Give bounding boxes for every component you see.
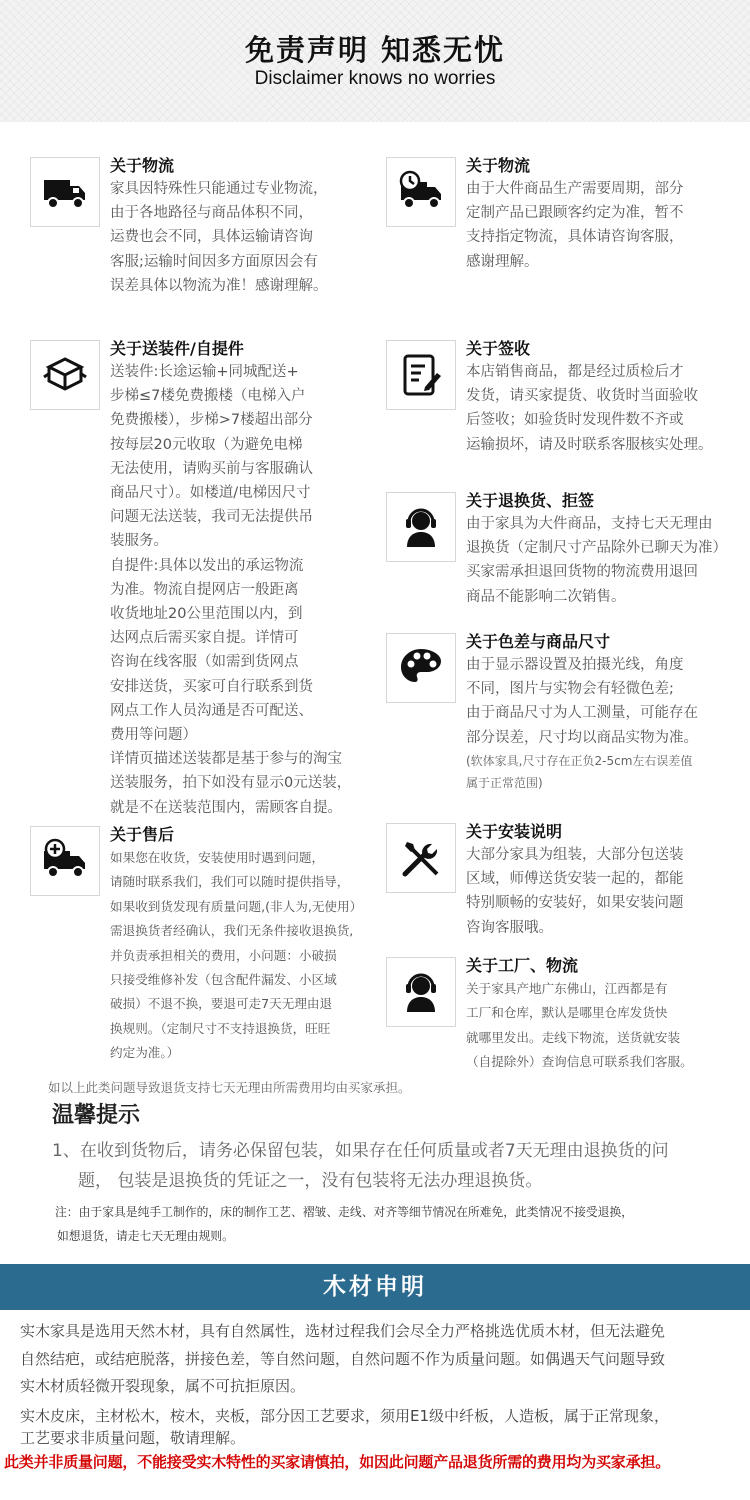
- section-title: 关于色差与商品尺寸: [466, 632, 611, 651]
- clipboard-sign-icon: [386, 340, 456, 410]
- palette-icon: [386, 633, 456, 703]
- headset-agent-icon: [386, 492, 456, 562]
- section-text: 关于家具产地广东佛山，江西都是有 工厂和仓库，默认是哪里仓库发货快 就哪里发出。走线下物流，送货就安装 （自提除外）查询信息可联系我们客服。: [466, 981, 693, 1070]
- section-title: 关于退换货、拒签: [466, 491, 595, 510]
- page-title: 免责声明 知悉无忧: [244, 33, 506, 67]
- box-delivery-icon: [30, 340, 100, 410]
- section-text: 如果您在收货，安装使用时遇到问题， 请随时联系我们，我们可以随时提供指导， 如果收到货发现有质量问题,(非人为,无使用） 需退换货者经确认，我们无条件接收退换货, 并负责承担相关的费用，小问题：小破损 只接受维修补发（包含配件漏发、小区域 破损）不退不换，要退可走7天无理由退 换规则。（定制尺寸不支持退换货，旺旺 约定为准。）: [110, 850, 363, 1061]
- section-text: 由于大件商品生产需要周期，部分 定制产品已跟顾客约定为准，暂不 支持指定物流，具体请咨询客服， 感谢理解。: [466, 181, 684, 270]
- section-title: 关于签收: [466, 339, 531, 358]
- header-banner: [0, 0, 750, 122]
- truck-clock-icon: [386, 157, 456, 227]
- section-title: 关于安装说明: [466, 822, 563, 841]
- section-text: 家具因特殊性只能通过专业物流， 由于各地路径与商品体积不同， 运费也会不同，具体运输请咨询 客服;运输时间因多方面原因会有 误差具体以物流为准！感谢理解。: [110, 181, 328, 294]
- wood-statement-banner: 木材申明: [0, 1264, 750, 1310]
- tips-text: 1、在收到货物后，请务必保留包装，如果存在任何质量或者7天无理由退换货的问 题， 包装是退换货的凭证之一，没有包装将无法办理退换货。: [52, 1141, 669, 1191]
- headset-agent-icon: [386, 957, 456, 1027]
- section-title: 关于物流: [110, 156, 175, 175]
- section-text: 大部分家具为组装，大部分包送装 区域，师傅送货安装一起的，都能 特别顺畅的安装好，如果安装问题 咨询客服哦。: [466, 847, 684, 936]
- wood-statement-text: 实木家具是选用天然木材，具有自然属性，选材过程我们会尽全力严格挑选优质木材，但无法避免 自然结疤，或结疤脱落，拼接色差，等自然问题，自然问题不作为质量问题。如偶遇天气问题导致 实木材质轻微开裂现象，属不可抗拒原因。 实木皮床，主材松木，桉木，夹板，部分因工艺要求，须用E1级中纤板，人造板，属于正常现象， 工艺要求非质量问题，敬请理解。: [20, 1322, 670, 1447]
- section-text: 本店销售商品，都是经过质检后才 发货，请买家提货、收货时当面验收 后签收；如验货时发现件数不齐或 运输损坏，请及时联系客服核实处理。: [466, 364, 713, 453]
- truck-plus-icon: [30, 826, 100, 896]
- truck-icon: [30, 157, 100, 227]
- tips-note: 注：由于家具是纯手工制作的，床的制作工艺、褶皱、走线、对齐等细节情况在所难免，此类情况不接受退换， 如想退货，请走七天无理由规则。: [55, 1205, 634, 1243]
- section-title: 关于送装件/自提件: [110, 339, 244, 358]
- section-title: 关于工厂、物流: [466, 956, 579, 975]
- tips-title: 温馨提示: [52, 1103, 141, 1128]
- warning-text: 此类并非质量问题，不能接受实木特性的买家请慎拍，如因此问题产品退货所需的费用均为买家承担。: [4, 1453, 671, 1471]
- page-subtitle: Disclaimer knows no worries: [254, 68, 496, 89]
- section-text: 送装件:长途运输+同城配送+ 步梯≤7楼免费搬楼（电梯入户 免费搬楼），步梯>7楼超出部分 按每层20元收取（为避免电梯 无法使用，请购买前与客服确认 商品尺寸）。如楼道/电梯因尺寸 问题无法送装，我司无法提供吊 装服务。 自提件:具体以发出的承运物流 为准。物流自提网店一般距离 收货地址20公里范围以内，到 达网点后需买家自提。详情可 咨询在线客服（如需到货网点 安排送货，买家可自行联系到货 网点工作人员沟通是否可配送、 费用等问题） 详情页描述送装都是基于参与的淘宝 送装服务，拍下如没有显示0元送装， 就是不在送装范围内，需顾客自提。: [110, 364, 352, 816]
- tools-icon: [386, 823, 456, 893]
- section-text: 由于显示器设置及拍摄光线，角度 不同，图片与实物会有轻微色差; 由于商品尺寸为人工测量，可能存在 部分误差，尺寸均以商品实物为准。 (软体家具,尺寸存在正负2-5cm左右误差值 属于正常范围): [466, 657, 698, 790]
- section-title: 关于物流: [466, 156, 531, 175]
- returns-cost-note: 如以上此类问题导致退货支持七天无理由所需费用均由买家承担。: [48, 1080, 411, 1095]
- section-title: 关于售后: [110, 825, 175, 844]
- section-text: 由于家具为大件商品，支持七天无理由 退换货（定制尺寸产品除外已聊天为准） 买家需承担退回货物的物流费用退回 商品不能影响二次销售。: [466, 516, 727, 605]
